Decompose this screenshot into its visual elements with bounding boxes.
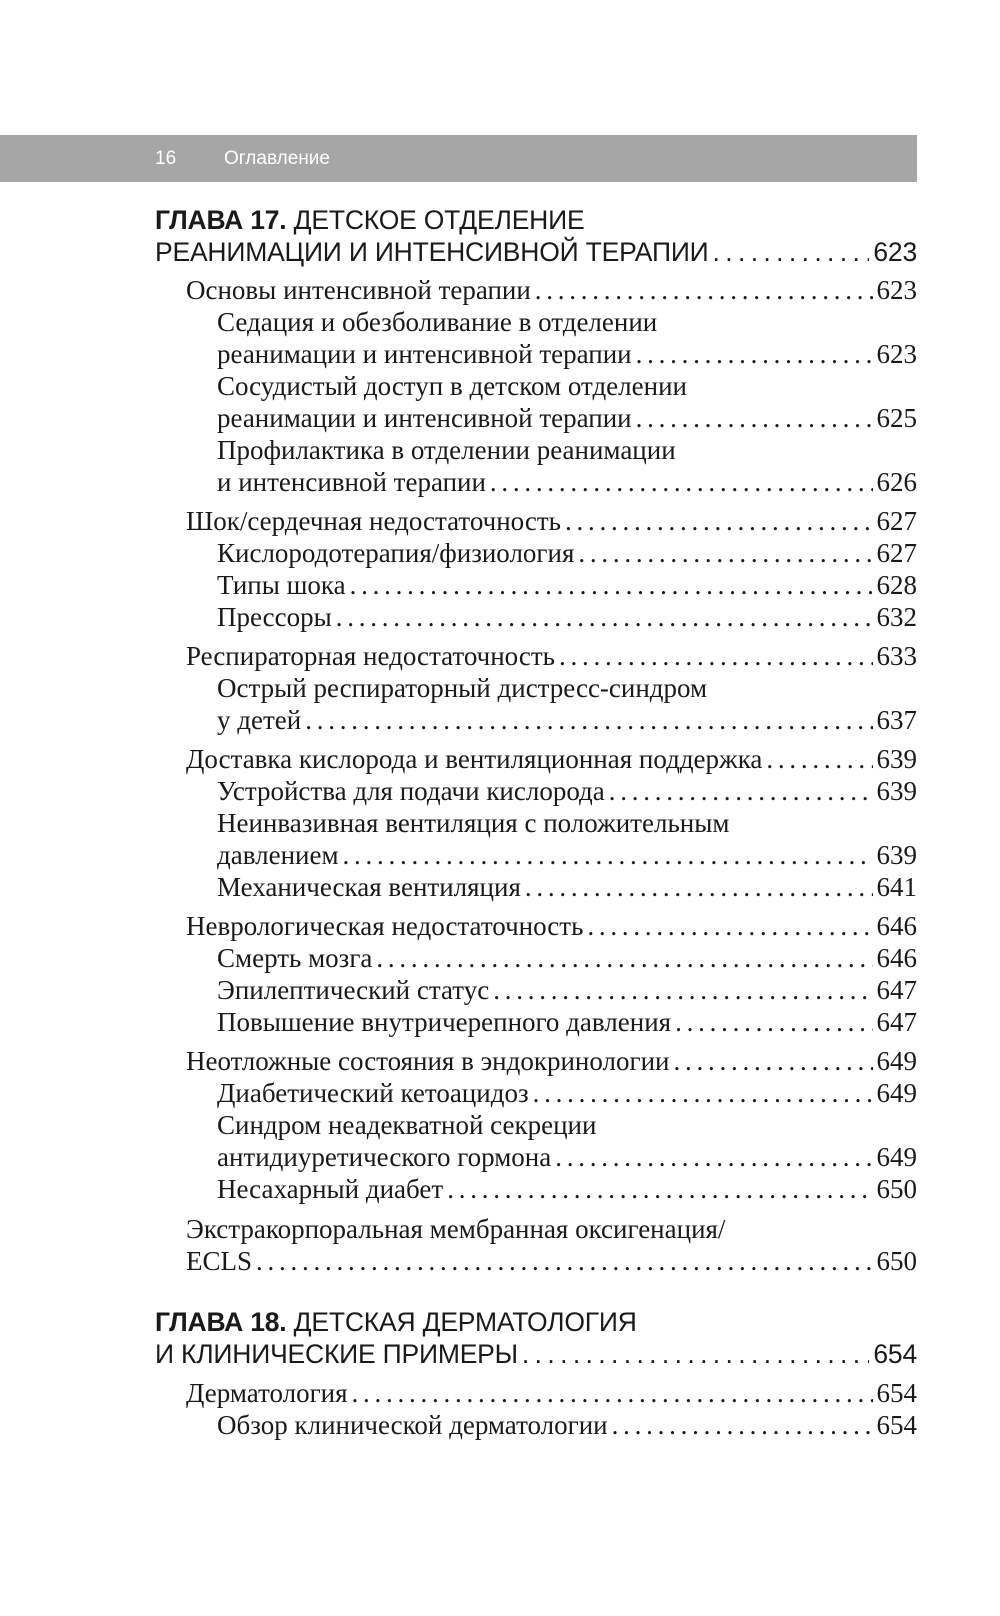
toc-entry-title-line2: реанимации и интенсивной терапии: [217, 339, 632, 369]
toc-entry-title: Механическая вентиляция: [217, 872, 521, 902]
toc-entry[interactable]: [217, 466, 917, 498]
chapter-17-heading[interactable]: [155, 204, 917, 236]
toc-entry-title: Устройства для подачи кислорода: [217, 776, 605, 806]
dot-leader: [490, 466, 873, 498]
toc-entry-page: 647: [876, 975, 917, 1005]
dot-leader: [675, 1006, 872, 1038]
toc-entry-page: 647: [876, 1007, 917, 1037]
toc-entry-title-line1[interactable]: Экстракорпоральная мембранная оксигенация/: [186, 1214, 726, 1244]
toc-entry-title: Смерть мозга: [217, 943, 373, 973]
chapter-18-label: ГЛАВА 18.: [155, 1307, 287, 1337]
toc-entry[interactable]: [186, 910, 917, 942]
dot-leader: [533, 1077, 873, 1109]
chapter-18-page: 654: [873, 1339, 917, 1369]
dot-leader: [447, 1173, 872, 1205]
toc-entry-title: Типы шока: [217, 570, 346, 600]
dot-leader: [376, 942, 872, 974]
page-number: 16: [155, 148, 177, 169]
toc-entry-title: Обзор клинической дерматологии: [217, 1410, 608, 1440]
toc-entry[interactable]: [186, 1377, 917, 1409]
toc-entry-page: 654: [876, 1410, 917, 1440]
dot-leader: [636, 338, 873, 370]
toc-entry[interactable]: [186, 743, 917, 775]
toc-entry-page: 641: [876, 872, 917, 902]
toc-entry-title-line1[interactable]: Профилактика в отделении реанимации: [217, 435, 676, 465]
dot-leader: [535, 274, 873, 306]
toc-entry[interactable]: [217, 1173, 917, 1205]
toc-entry-page: 623: [876, 339, 917, 369]
dot-leader: [493, 974, 872, 1006]
toc-entry[interactable]: [186, 505, 917, 537]
toc-entry-title: Респираторная недостаточность: [186, 641, 555, 671]
toc-entry[interactable]: [186, 1045, 917, 1077]
toc-entry[interactable]: [217, 871, 917, 903]
toc-entry[interactable]: [217, 1141, 917, 1173]
toc-entry[interactable]: [217, 839, 917, 871]
toc-entry-title: Доставка кислорода и вентиляционная поддержка: [186, 744, 763, 774]
toc-entry-page: 632: [876, 602, 917, 632]
dot-leader: [559, 640, 873, 672]
dot-leader: [578, 537, 872, 569]
toc-entry-title: Несахарный диабет: [217, 1174, 444, 1204]
toc-entry-page: 625: [876, 403, 917, 433]
toc-entry-page: 627: [876, 506, 917, 536]
chapter-17-title-line1: ДЕТСКОЕ ОТДЕЛЕНИЕ: [293, 205, 585, 235]
toc-entry-page: 639: [876, 776, 917, 806]
chapter-18-heading[interactable]: [155, 1306, 917, 1338]
toc-entry[interactable]: [186, 640, 917, 672]
dot-leader: [256, 1245, 872, 1277]
dot-leader: [766, 743, 872, 775]
toc-entry-page: 650: [876, 1246, 917, 1276]
dot-leader: [352, 1377, 873, 1409]
toc-entry-page: 633: [876, 641, 917, 671]
toc-entry-page: 627: [876, 538, 917, 568]
toc-entry-title-line2: ECLS: [186, 1246, 253, 1276]
toc-entry-page: 628: [876, 570, 917, 600]
chapter-17-title-line2: РЕАНИМАЦИИ И ИНТЕНСИВНОЙ ТЕРАПИИ: [155, 237, 709, 267]
toc-entry-page: 646: [876, 943, 917, 973]
toc-entry-title: Эпилептический статус: [217, 975, 490, 1005]
toc-entry-title: Повышение внутричерепного давления: [217, 1007, 672, 1037]
toc-entry[interactable]: [186, 1245, 917, 1277]
toc-entry-title: Дерматология: [186, 1378, 348, 1408]
toc-entry-title-line2: реанимации и интенсивной терапии: [217, 403, 632, 433]
toc-entry[interactable]: [217, 338, 917, 370]
toc-entry[interactable]: [217, 775, 917, 807]
running-header-title: Оглавление: [224, 148, 330, 169]
toc-entry-page: 646: [876, 911, 917, 941]
dot-leader: [713, 236, 870, 268]
chapter-17-page: 623: [873, 237, 917, 267]
toc-entry-title: Шок/сердечная недостаточность: [186, 506, 561, 536]
toc-entry-page: 649: [876, 1142, 917, 1172]
toc-entry[interactable]: [217, 402, 917, 434]
toc-entry[interactable]: [217, 1006, 917, 1038]
toc-entry-title: Кислородотерапия/физиология: [217, 538, 575, 568]
toc-entry-page: 637: [876, 705, 917, 735]
dot-leader: [612, 1409, 873, 1441]
dot-leader: [636, 402, 873, 434]
chapter-18-title-line1: ДЕТСКАЯ ДЕРМАТОЛОГИЯ: [293, 1307, 637, 1337]
chapter-17-label: ГЛАВА 17.: [155, 205, 287, 235]
dot-leader: [350, 569, 873, 601]
toc-entry-title-line1[interactable]: Сосудистый доступ в детском отделении: [217, 371, 687, 401]
toc-entry-title: Диабетический кетоацидоз: [217, 1078, 529, 1108]
toc-entry-page: 639: [876, 744, 917, 774]
dot-leader: [609, 775, 873, 807]
dot-leader: [673, 1045, 872, 1077]
dot-leader: [522, 1338, 869, 1370]
toc-entry[interactable]: [217, 1077, 917, 1109]
toc-entry-page: 649: [876, 1046, 917, 1076]
toc-entry-title-line2: у детей: [217, 705, 302, 735]
toc-entry-title-line1[interactable]: Синдром неадекватной секреции: [217, 1110, 597, 1140]
toc-entry-title: Неотложные состояния в эндокринологии: [186, 1046, 670, 1076]
dot-leader: [587, 910, 872, 942]
toc-entry-page: 650: [876, 1174, 917, 1204]
toc-entry-title-line2: антидиуретического гормона: [217, 1142, 552, 1172]
dot-leader: [305, 704, 872, 736]
toc-entry-page: 649: [876, 1078, 917, 1108]
toc-entry-title-line1[interactable]: Неинвазивная вентиляция с положительным: [217, 808, 730, 838]
dot-leader: [555, 1141, 872, 1173]
toc-entry-title-line2: и интенсивной терапии: [217, 467, 486, 497]
toc-entry-page: 654: [876, 1378, 917, 1408]
toc-entry[interactable]: [186, 274, 917, 306]
toc-entry-title-line2: давлением: [217, 840, 339, 870]
dot-leader: [565, 505, 873, 537]
toc-entry[interactable]: [217, 942, 917, 974]
dot-leader: [525, 871, 873, 903]
toc-entry-page: 626: [876, 467, 917, 497]
toc-entry[interactable]: [217, 704, 917, 736]
toc-entry[interactable]: [217, 974, 917, 1006]
toc-entry-page: 623: [876, 275, 917, 305]
toc-entry-title-line1[interactable]: Острый респираторный дистресс-синдром: [217, 673, 708, 703]
toc-entry[interactable]: [217, 569, 917, 601]
toc-entry[interactable]: [217, 537, 917, 569]
running-header: [0, 135, 917, 182]
toc-entry-title: Основы интенсивной терапии: [186, 275, 531, 305]
toc-entry-title: Неврологическая недостаточность: [186, 911, 584, 941]
toc-entry[interactable]: [217, 1409, 917, 1441]
chapter-18-title-line2: И КЛИНИЧЕСКИЕ ПРИМЕРЫ: [155, 1339, 518, 1369]
dot-leader: [336, 601, 873, 633]
toc-entry-chapter-17[interactable]: [155, 236, 917, 268]
toc-entry-title-line1[interactable]: Седация и обезболивание в отделении: [217, 307, 658, 337]
toc-entry-chapter-18[interactable]: [155, 1338, 917, 1370]
toc-entry-title: Прессоры: [217, 602, 332, 632]
dot-leader: [343, 839, 873, 871]
toc-entry-page: 639: [876, 840, 917, 870]
toc-entry[interactable]: [217, 601, 917, 633]
